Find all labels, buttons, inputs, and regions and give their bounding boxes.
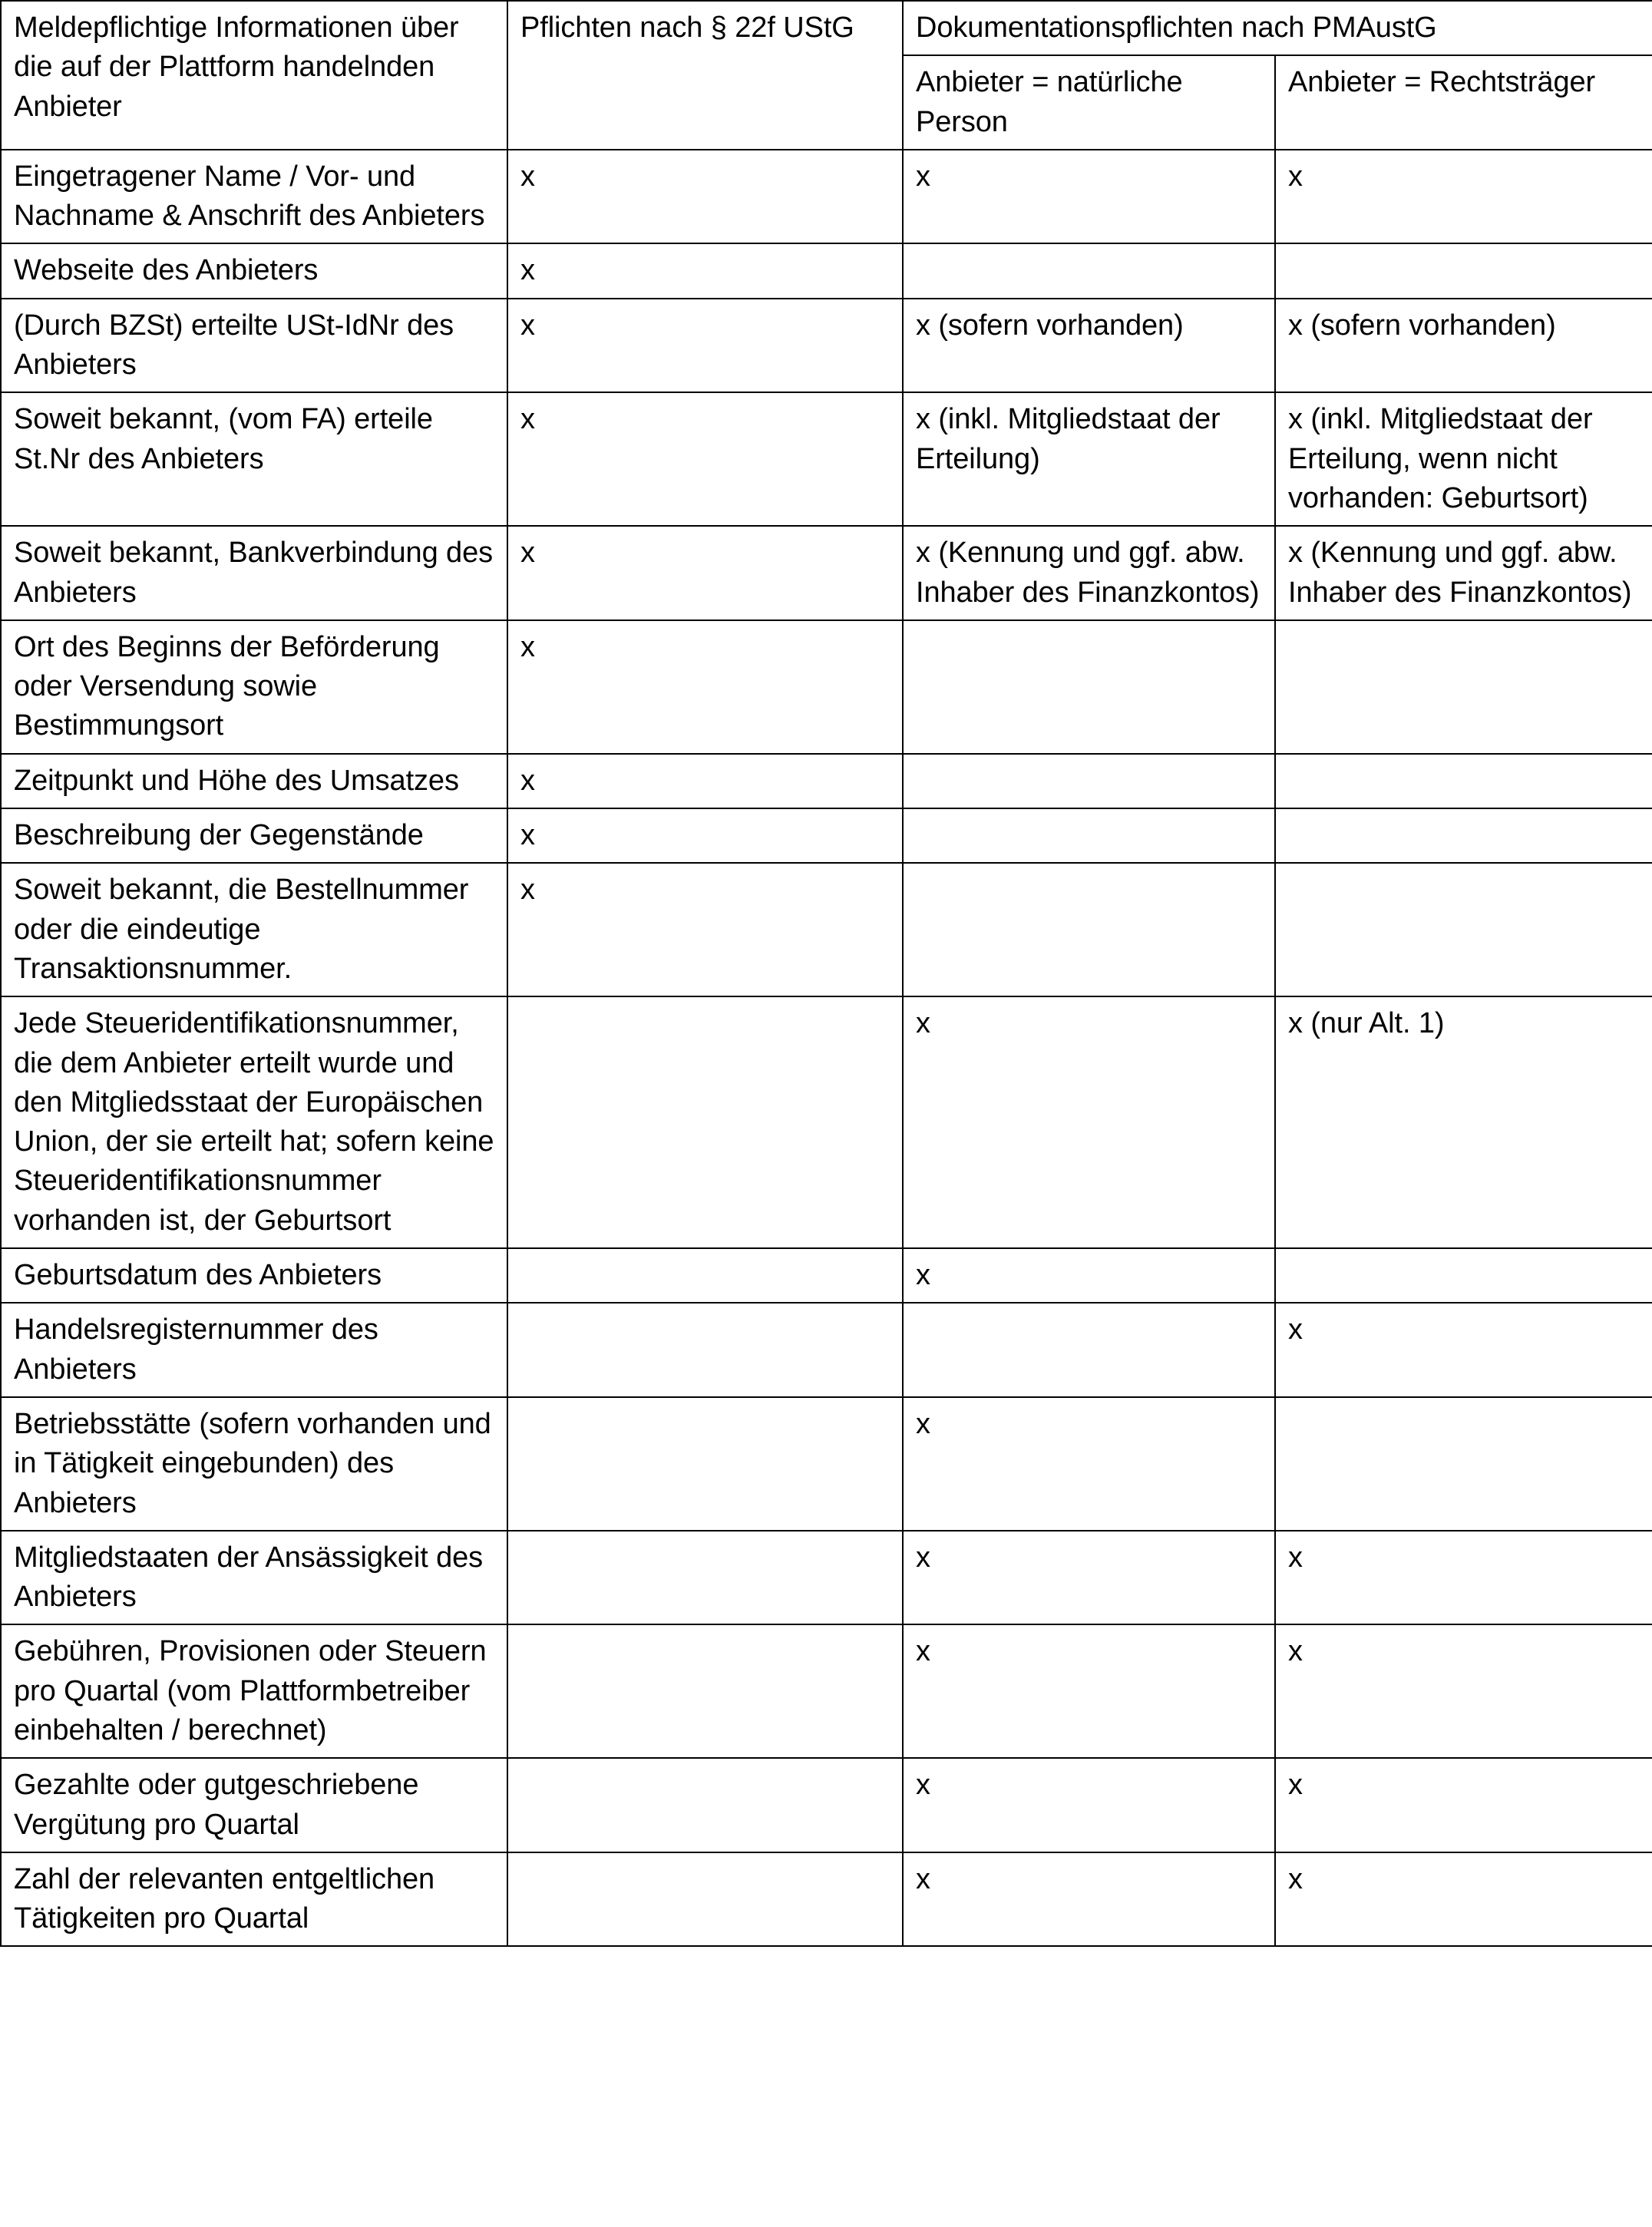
- cell-ustg-mark: [507, 1397, 903, 1531]
- criterion-label: Soweit bekannt, (vom FA) erteile St.Nr des Anbieters: [14, 403, 433, 475]
- criterion-label: Gebühren, Provisionen oder Steuern pro Quartal (vom Plattformbetreiber einbehalten / berechnet): [14, 1635, 487, 1746]
- cell-legal-entity-mark: [1275, 299, 1652, 393]
- cell-legal-entity-mark: [1275, 392, 1652, 526]
- cell-ustg-mark: [507, 1758, 903, 1852]
- table-row: [1, 1531, 1652, 1625]
- mark-value: x: [1288, 1862, 1303, 1895]
- cell-criterion: [1, 392, 507, 526]
- cell-criterion: [1, 863, 507, 996]
- cell-ustg-mark: [507, 299, 903, 393]
- cell-legal-entity-mark: [1275, 808, 1652, 863]
- mark-value: x (nur Alt. 1): [1288, 1007, 1445, 1040]
- table-row: [1, 392, 1652, 526]
- mark-value: x: [916, 1769, 930, 1802]
- table-body: [1, 1, 1652, 1946]
- cell-natural-person-mark: [903, 150, 1275, 244]
- cell-criterion: [1, 1303, 507, 1397]
- cell-ustg-mark: [507, 392, 903, 526]
- cell-legal-entity-mark: [1275, 863, 1652, 996]
- mark-value: x: [916, 1635, 930, 1668]
- cell-legal-entity-mark: [1275, 1397, 1652, 1531]
- mark-value: x (Kennung und ggf. abw. Inhaber des Finanzkontos): [1288, 537, 1632, 609]
- mark-value: x: [1288, 1635, 1303, 1668]
- mark-value: x: [520, 309, 535, 342]
- cell-ustg-mark: [507, 1248, 903, 1303]
- table-row: [1, 754, 1652, 808]
- criterion-label: (Durch BZSt) erteilte USt-IdNr des Anbieters: [14, 309, 454, 382]
- cell-legal-entity-mark: [1275, 1531, 1652, 1625]
- cell-natural-person-mark: [903, 1852, 1275, 1947]
- mark-value: x: [916, 1862, 930, 1895]
- mark-value: x: [1288, 160, 1303, 193]
- cell-legal-entity-mark: [1275, 620, 1652, 754]
- cell-ustg-mark: [507, 808, 903, 863]
- column-header-criterion-label: Meldepflichtige Informationen über die auf der Plattform handelnden Anbieter: [14, 12, 459, 123]
- cell-natural-person-mark: [903, 299, 1275, 393]
- cell-criterion: [1, 1758, 507, 1852]
- mark-value: x: [916, 160, 930, 193]
- cell-natural-person-mark: [903, 1397, 1275, 1531]
- mark-value: x: [520, 874, 535, 907]
- mark-value: x: [916, 1259, 930, 1292]
- cell-natural-person-mark: [903, 620, 1275, 754]
- cell-natural-person-mark: [903, 1531, 1275, 1625]
- cell-natural-person-mark: [903, 392, 1275, 526]
- criterion-label: Soweit bekannt, Bankverbindung des Anbieters: [14, 537, 494, 609]
- subheader-natural-person: [903, 55, 1275, 150]
- table-row: [1, 243, 1652, 298]
- criterion-label: Eingetragener Name / Vor- und Nachname & Anschrift des Anbieters: [14, 160, 485, 233]
- cell-ustg-mark: [507, 1852, 903, 1947]
- table-row: [1, 1248, 1652, 1303]
- column-header-ustg: [507, 1, 903, 150]
- cell-ustg-mark: [507, 863, 903, 996]
- cell-criterion: [1, 1248, 507, 1303]
- criterion-label: Zahl der relevanten entgeltlichen Tätigkeiten pro Quartal: [14, 1862, 435, 1935]
- mark-value: x: [1288, 1769, 1303, 1802]
- table-row: [1, 1397, 1652, 1531]
- cell-criterion: [1, 754, 507, 808]
- criterion-label: Soweit bekannt, die Bestellnummer oder die eindeutige Transaktionsnummer.: [14, 874, 469, 985]
- subheader-legal-entity-label: Anbieter = Rechtsträger: [1288, 66, 1596, 99]
- mark-value: x: [520, 537, 535, 570]
- criterion-label: Ort des Beginns der Beförderung oder Versendung sowie Bestimmungsort: [14, 630, 440, 742]
- cell-criterion: [1, 808, 507, 863]
- mark-value: x (sofern vorhanden): [916, 309, 1184, 342]
- criterion-label: Zeitpunkt und Höhe des Umsatzes: [14, 764, 459, 797]
- table-row: [1, 1758, 1652, 1852]
- criterion-label: Mitgliedstaaten der Ansässigkeit des Anbieters: [14, 1541, 484, 1614]
- mark-value: x: [520, 819, 535, 852]
- mark-value: x: [520, 764, 535, 797]
- criterion-label: Geburtsdatum des Anbieters: [14, 1259, 382, 1292]
- cell-criterion: [1, 996, 507, 1248]
- table-row: [1, 1303, 1652, 1397]
- mark-value: x: [520, 160, 535, 193]
- cell-natural-person-mark: [903, 1248, 1275, 1303]
- cell-natural-person-mark: [903, 996, 1275, 1248]
- table-row: [1, 526, 1652, 620]
- cell-ustg-mark: [507, 1624, 903, 1758]
- mark-value: x: [520, 403, 535, 436]
- cell-ustg-mark: [507, 754, 903, 808]
- cell-criterion: [1, 526, 507, 620]
- cell-criterion: [1, 1531, 507, 1625]
- column-header-pmaustg: [903, 1, 1652, 55]
- mark-value: x: [1288, 1313, 1303, 1346]
- cell-ustg-mark: [507, 243, 903, 298]
- table-row: [1, 1852, 1652, 1947]
- mark-value: x: [916, 1407, 930, 1440]
- cell-natural-person-mark: [903, 243, 1275, 298]
- mark-value: x (sofern vorhanden): [1288, 309, 1556, 342]
- subheader-natural-person-label: Anbieter = natürliche Person: [916, 66, 1183, 138]
- cell-legal-entity-mark: [1275, 526, 1652, 620]
- mark-value: x: [1288, 1541, 1303, 1574]
- cell-ustg-mark: [507, 526, 903, 620]
- table-row: [1, 299, 1652, 393]
- column-header-pmaustg-label: Dokumentationspflichten nach PMAustG: [916, 12, 1437, 44]
- cell-ustg-mark: [507, 996, 903, 1248]
- cell-legal-entity-mark: [1275, 1248, 1652, 1303]
- cell-natural-person-mark: [903, 863, 1275, 996]
- table-row: [1, 620, 1652, 754]
- criterion-label: Gezahlte oder gutgeschriebene Vergütung pro Quartal: [14, 1769, 419, 1841]
- cell-natural-person-mark: [903, 526, 1275, 620]
- mark-value: x: [520, 630, 535, 663]
- table-row: [1, 1624, 1652, 1758]
- column-header-criterion: [1, 1, 507, 150]
- column-header-ustg-label: Pflichten nach § 22f UStG: [520, 12, 854, 44]
- cell-legal-entity-mark: [1275, 1624, 1652, 1758]
- cell-legal-entity-mark: [1275, 1303, 1652, 1397]
- cell-criterion: [1, 620, 507, 754]
- cell-natural-person-mark: [903, 1624, 1275, 1758]
- cell-legal-entity-mark: [1275, 243, 1652, 298]
- mark-value: x (Kennung und ggf. abw. Inhaber des Finanzkontos): [916, 537, 1260, 609]
- mark-value: x (inkl. Mitgliedstaat der Erteilung): [916, 403, 1221, 475]
- table-row: [1, 808, 1652, 863]
- cell-natural-person-mark: [903, 1758, 1275, 1852]
- cell-legal-entity-mark: [1275, 1852, 1652, 1947]
- cell-criterion: [1, 243, 507, 298]
- criterion-label: Jede Steueridentifikationsnummer, die dem Anbieter erteilt wurde und den Mitgliedsstaat der Europäischen Union, der sie erteilt hat; sofern keine Steueridentifikationsnummer vorhanden ist, der Geburtsort: [14, 1007, 494, 1237]
- cell-natural-person-mark: [903, 754, 1275, 808]
- criterion-label: Handelsregisternummer des Anbieters: [14, 1313, 378, 1386]
- table-header-row-primary: [1, 1, 1652, 55]
- cell-criterion: [1, 1397, 507, 1531]
- criterion-label: Beschreibung der Gegenstände: [14, 819, 424, 852]
- cell-legal-entity-mark: [1275, 754, 1652, 808]
- cell-legal-entity-mark: [1275, 996, 1652, 1248]
- cell-ustg-mark: [507, 1531, 903, 1625]
- cell-natural-person-mark: [903, 1303, 1275, 1397]
- cell-ustg-mark: [507, 620, 903, 754]
- cell-ustg-mark: [507, 150, 903, 244]
- criterion-label: Betriebsstätte (sofern vorhanden und in Tätigkeit eingebunden) des Anbieters: [14, 1407, 491, 1519]
- subheader-legal-entity: [1275, 55, 1652, 150]
- criterion-label: Webseite des Anbieters: [14, 254, 319, 287]
- mark-value: x: [520, 254, 535, 287]
- mark-value: x: [916, 1541, 930, 1574]
- cell-legal-entity-mark: [1275, 1758, 1652, 1852]
- cell-natural-person-mark: [903, 808, 1275, 863]
- table-row: [1, 150, 1652, 244]
- cell-legal-entity-mark: [1275, 150, 1652, 244]
- cell-ustg-mark: [507, 1303, 903, 1397]
- cell-criterion: [1, 299, 507, 393]
- table-row: [1, 996, 1652, 1248]
- mark-value: x: [916, 1007, 930, 1040]
- cell-criterion: [1, 1624, 507, 1758]
- cell-criterion: [1, 150, 507, 244]
- mark-value: x (inkl. Mitgliedstaat der Erteilung, wenn nicht vorhanden: Geburtsort): [1288, 403, 1593, 514]
- cell-criterion: [1, 1852, 507, 1947]
- table-row: [1, 863, 1652, 996]
